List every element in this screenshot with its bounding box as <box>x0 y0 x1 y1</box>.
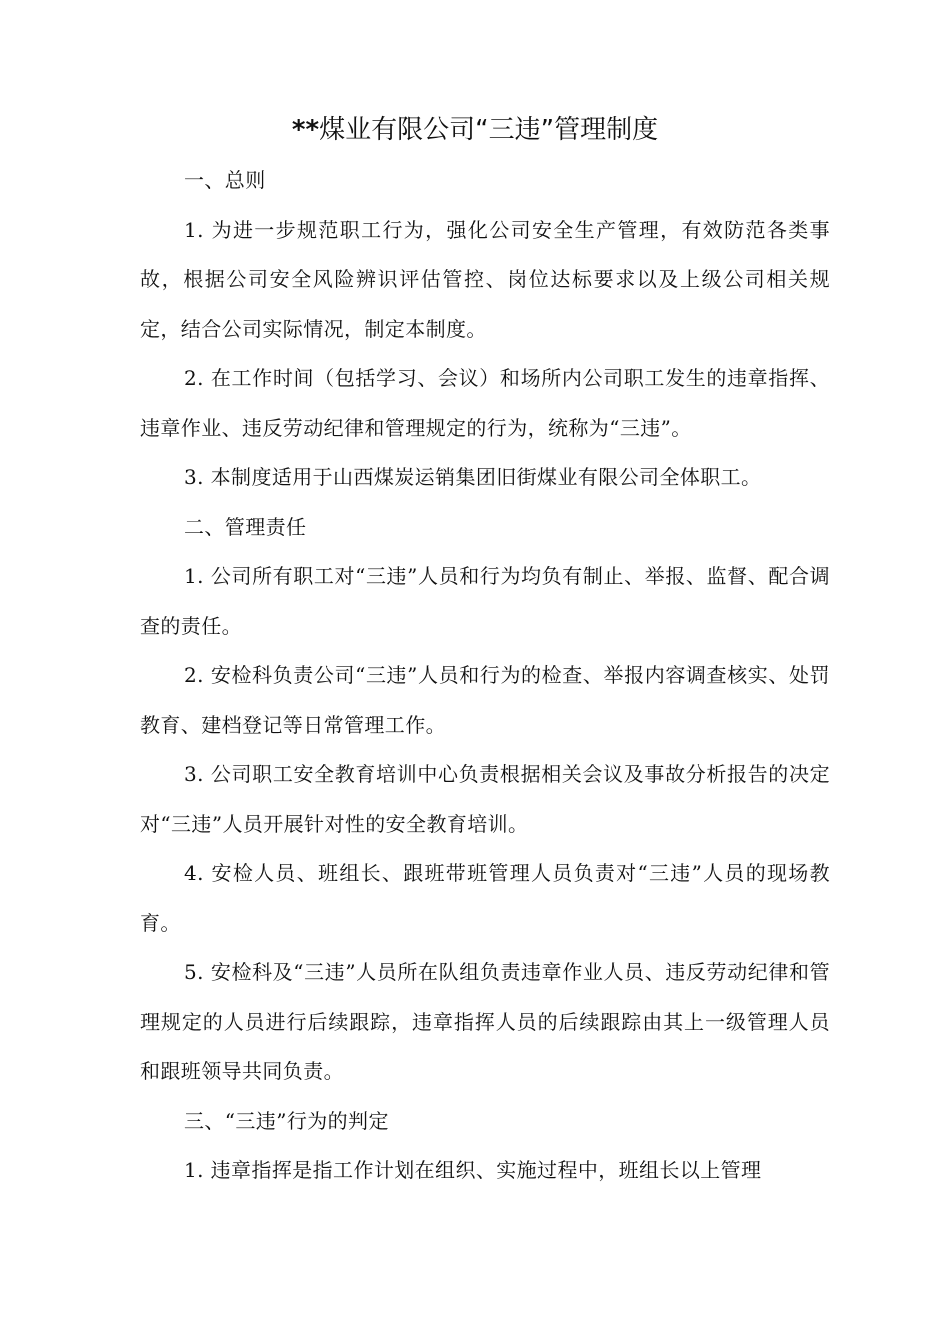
document-title <box>0 110 950 150</box>
paragraph-general-3: 3. 本制度适用于山西煤炭运销集团旧街煤业有限公司全体职工。 <box>184 465 762 489</box>
title-prefix: ** <box>291 115 320 145</box>
paragraph-responsibility-5: 5. 安检科及“三违”人员所在队组负责违章作业人员、违反劳动纪律和管理规定的人员进行后续跟踪，违章指挥人员的后续跟踪由其上一级管理人员和跟班领导共同负责。 <box>140 960 830 1083</box>
paragraph-determination-1: 1. 违章指挥是指工作计划在组织、实施过程中，班组长以上管理 <box>184 1158 762 1182</box>
paragraph-general-1: 1. 为进一步规范职工行为，强化公司安全生产管理，有效防范各类事故，根据公司安全风险辨识评估管控、岗位达标要求以及上级公司相关规定，结合公司实际情况，制定本制度。 <box>140 217 830 341</box>
paragraph-responsibility-3: 3. 公司职工安全教育培训中心负责根据相关会议及事故分析报告的决定对“三违”人员开展针对性的安全教育培训。 <box>140 762 830 836</box>
paragraph-responsibility-4: 4. 安检人员、班组长、跟班带班管理人员负责对“三违”人员的现场教育。 <box>140 861 830 935</box>
section-heading-determination: 三、“三违”行为的判定 <box>184 1108 389 1133</box>
document-body <box>140 156 830 1196</box>
section-heading-general: 一、总则 <box>184 168 266 192</box>
paragraph-general-2: 2. 在工作时间（包括学习、会议）和场所内公司职工发生的违章指挥、违章作业、违反劳动纪律和管理规定的行为，统称为“三违”。 <box>140 366 830 440</box>
paragraph-responsibility-1: 1. 公司所有职工对“三违”人员和行为均负有制止、举报、监督、配合调查的责任。 <box>140 564 830 638</box>
title-text: 煤业有限公司“三违”管理制度 <box>319 115 659 145</box>
paragraph-responsibility-2: 2. 安检科负责公司“三违”人员和行为的检查、举报内容调查核实、处罚教育、建档登记等日常管理工作。 <box>140 663 830 737</box>
section-heading-responsibility: 二、管理责任 <box>184 514 307 539</box>
